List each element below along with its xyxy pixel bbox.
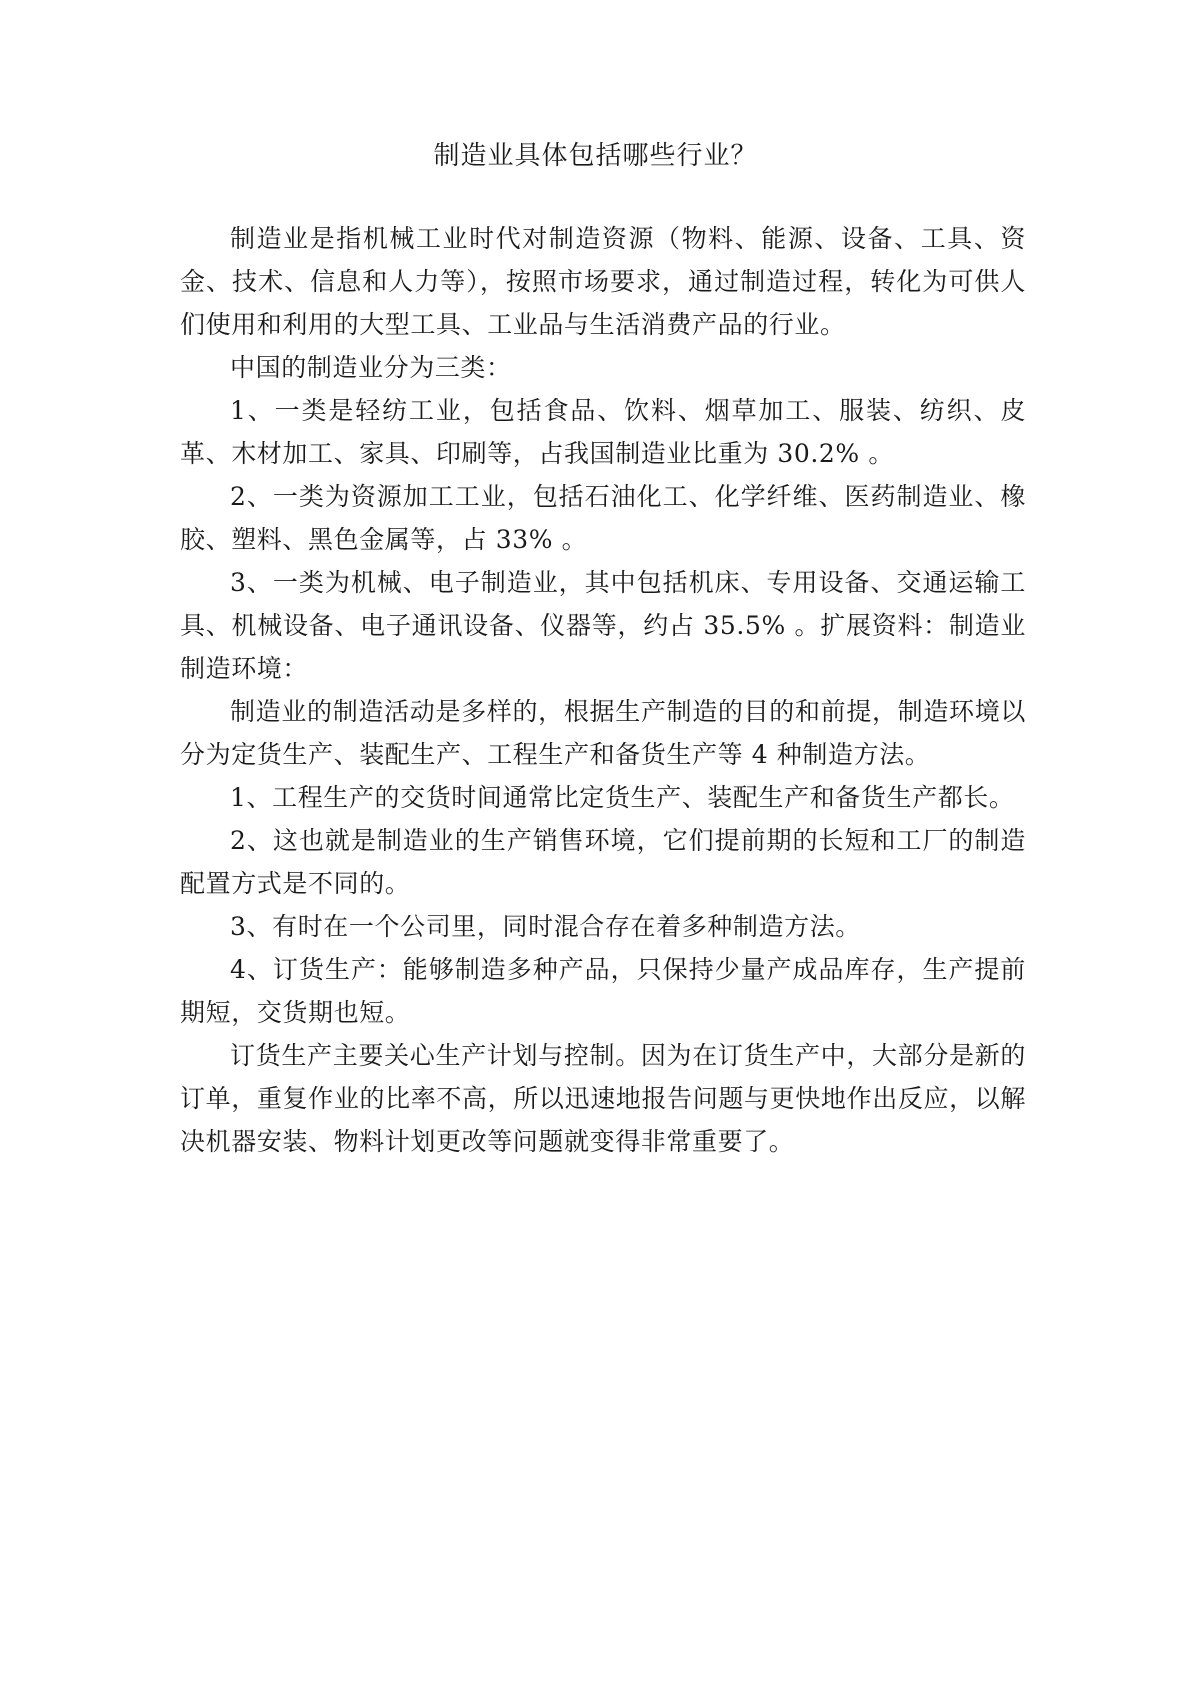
- paragraph-mixed-methods: 3、有时在一个公司里，同时混合存在着多种制造方法。: [230, 912, 861, 941]
- paragraph-light-textile: 1、一类是轻纺工业，包括食品、饮料、烟草加工、服装、纺织、皮革、木材加工、家具、印刷等，占我国制造业比重为 30.2% 。: [180, 396, 1026, 468]
- paragraph-categories-intro: 中国的制造业分为三类：: [230, 353, 512, 382]
- paragraph-manufacturing-environment: 制造业的制造活动是多样的，根据生产制造的目的和前提，制造环境以分为定货生产、装配生产、工程生产和备货生产等 4 种制造方法。: [180, 697, 1026, 769]
- paragraph-resource-processing: 2、一类为资源加工工业，包括石油化工、化学纤维、医药制造业、橡胶、塑料、黑色金属等，占 33% 。: [180, 482, 1026, 554]
- document-body: [180, 217, 1026, 1163]
- paragraph-machinery-electronics: 3、一类为机械、电子制造业，其中包括机床、专用设备、交通运输工具、机械设备、电子通讯设备、仪器等，约占 35.5% 。扩展资料：制造业制造环境：: [180, 568, 1026, 683]
- paragraph-order-production-focus: 订货生产主要关心生产计划与控制。因为在订货生产中，大部分是新的订单，重复作业的比率不高，所以迅速地报告问题与更快地作出反应，以解决机器安装、物料计划更改等问题就变得非常重要了。: [180, 1041, 1026, 1156]
- paragraph-make-to-order: 4、订货生产：能够制造多种产品，只保持少量产成品库存，生产提前期短，交货期也短。: [180, 955, 1026, 1027]
- paragraph-definition: 制造业是指机械工业时代对制造资源（物料、能源、设备、工具、资金、技术、信息和人力等），按照市场要求，通过制造过程，转化为可供人们使用和利用的大型工具、工业品与生活消费产品的行业。: [180, 224, 1026, 339]
- paragraph-sales-environment: 2、这也就是制造业的生产销售环境，它们提前期的长短和工厂的制造配置方式是不同的。: [180, 826, 1026, 898]
- paragraph-engineering-production: 1、工程生产的交货时间通常比定货生产、装配生产和备货生产都长。: [230, 783, 1015, 812]
- document-title: 制造业具体包括哪些行业？: [433, 141, 758, 171]
